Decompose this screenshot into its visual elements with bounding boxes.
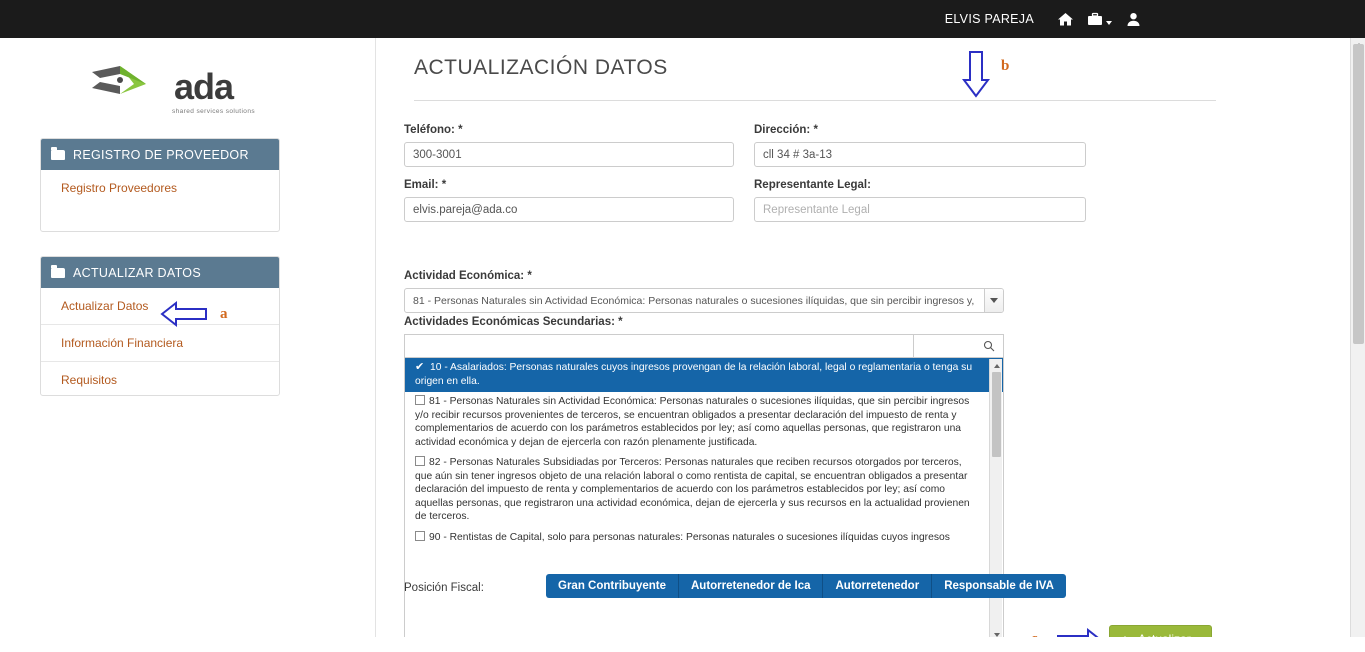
list-item[interactable] <box>405 453 1003 528</box>
annotation-arrow-a <box>158 300 210 328</box>
representante-legal-label: Representante Legal: <box>754 179 871 191</box>
search-icon <box>983 340 995 352</box>
page-body <box>0 38 1365 652</box>
posicion-fiscal-button-group <box>546 574 1066 598</box>
annotation-label-a: a <box>220 306 228 322</box>
sidebar-item-requisitos[interactable]: Requisitos <box>61 373 118 387</box>
actividad-economica-select[interactable] <box>404 288 1004 313</box>
folder-icon <box>51 268 65 278</box>
logo-tagline: shared services solutions <box>172 108 255 115</box>
panel-registro-proveedor <box>40 138 280 232</box>
fiscal-button-gran-contribuyente[interactable]: Gran Contribuyente <box>546 574 679 598</box>
chevron-down-icon[interactable] <box>984 289 1003 312</box>
list-item-label: 90 - Rentistas de Capital, solo para personas naturales: Personas naturales o sucesiones ilíquidas cuyos ingresos <box>429 531 950 543</box>
sidebar-item-informacion-financiera[interactable]: Información Financiera <box>41 325 279 362</box>
fiscal-button-autorretenedor[interactable]: Autorretenedor <box>823 574 932 598</box>
checkbox-icon[interactable] <box>415 395 425 405</box>
current-user-label: ELVIS PAREJA <box>944 12 1034 26</box>
page-scrollbar[interactable] <box>1350 38 1365 652</box>
telefono-label: Teléfono: * <box>404 124 463 136</box>
panel-registro-proveedor-title: REGISTRO DE PROVEEDOR <box>73 147 249 162</box>
checkbox-icon[interactable] <box>415 456 425 466</box>
briefcase-icon[interactable] <box>1082 0 1116 38</box>
posicion-fiscal-label: Posición Fiscal: <box>404 582 484 594</box>
checkbox-icon[interactable] <box>415 531 425 541</box>
main-content <box>375 38 1255 652</box>
panel-actualizar-datos-header <box>41 257 279 288</box>
ada-logo <box>90 56 290 116</box>
direccion-label: Dirección: * <box>754 124 818 136</box>
sidebar-item-actualizar-datos[interactable]: Actualizar Datos <box>41 288 279 325</box>
scroll-up-icon[interactable] <box>990 359 1003 372</box>
actividades-secundarias-search-row <box>404 334 1004 358</box>
actividades-secundarias-label: Actividades Económicas Secundarias: * <box>404 316 623 328</box>
left-gutter <box>0 38 20 652</box>
scroll-thumb[interactable] <box>1353 44 1364 344</box>
representante-legal-input[interactable] <box>754 197 1086 222</box>
bottom-strip <box>0 637 1365 652</box>
sidebar-item-registro-proveedores[interactable]: Registro Proveedores <box>61 181 178 195</box>
top-nav-actions <box>931 0 1150 38</box>
fiscal-button-responsable-iva[interactable]: Responsable de IVA <box>932 574 1066 598</box>
panel-registro-proveedor-header <box>41 139 279 170</box>
list-item-label: 10 - Asalariados: Personas naturales cuyos ingresos provengan de la relación laboral, legal o reglamentaria o tenga su origen en ella. <box>415 362 973 387</box>
top-navigation-bar <box>0 0 1365 38</box>
actividades-secundarias-search-button[interactable] <box>914 334 1004 358</box>
list-item[interactable] <box>405 392 1003 453</box>
option-list-scrollbar[interactable] <box>989 359 1002 641</box>
panel-registro-proveedor-body <box>41 170 279 212</box>
folder-icon <box>51 150 65 160</box>
telefono-input[interactable] <box>404 142 734 167</box>
sidebar <box>20 38 375 652</box>
list-item-label: 82 - Personas Naturales Subsidiadas por Terceros: Personas naturales que reciben recursos otorgados por terceros, que aún sin tener ingresos objeto de una relación laboral o como rentista de capital, se encuentran obligados a presentar declaración del impuesto de renta y complementarios de acuerdo con los parámetros establecidos por ley; así como aquellas personas, que registraron una actividad económica, dejan de ejercerla y sus recursos en la actualidad provienen de terceros. <box>415 457 970 522</box>
actividad-economica-selected-value: 81 - Personas Naturales sin Actividad Económica: Personas naturales o sucesiones ilíquidas, que sin percibir ingresos y, <box>413 294 975 307</box>
page-title: ACTUALIZACIÓN DATOS <box>414 56 668 79</box>
fiscal-button-autorretenedor-ica[interactable]: Autorretenedor de Ica <box>679 574 824 598</box>
scroll-thumb[interactable] <box>992 372 1001 457</box>
list-item-label: 81 - Personas Naturales sin Actividad Económica: Personas naturales o sucesiones ilíquidas, que sin percibir ingresos y/o recibir recursos provenientes de terceros, se encuentran obligados a presentar declaración del impuesto de renta y complementarios de acuerdo con los parámetros establecidos por ley; así como aquellas personas, que registraron una actividad económica y dejan de ejercerla con razón plenamente justificada. <box>415 396 970 448</box>
chevron-down-icon <box>1106 21 1112 25</box>
panel-actualizar-datos-title: ACTUALIZAR DATOS <box>73 265 201 280</box>
annotation-arrow-b <box>961 48 991 100</box>
logo-wordmark: ada <box>174 66 234 107</box>
title-divider <box>414 100 1216 101</box>
actividades-secundarias-search-input[interactable] <box>404 334 914 358</box>
email-input[interactable] <box>404 197 734 222</box>
annotation-label-b: b <box>1001 58 1010 74</box>
email-label: Email: * <box>404 179 447 191</box>
list-item[interactable] <box>405 528 1003 549</box>
right-gutter <box>1255 38 1365 652</box>
check-icon: ✔ <box>415 361 425 373</box>
actividades-secundarias-option-list[interactable] <box>404 358 1004 642</box>
list-item[interactable] <box>405 358 1003 392</box>
user-icon[interactable] <box>1116 0 1150 38</box>
actividad-economica-label: Actividad Económica: * <box>404 270 532 282</box>
home-icon[interactable] <box>1048 0 1082 38</box>
direccion-input[interactable] <box>754 142 1086 167</box>
